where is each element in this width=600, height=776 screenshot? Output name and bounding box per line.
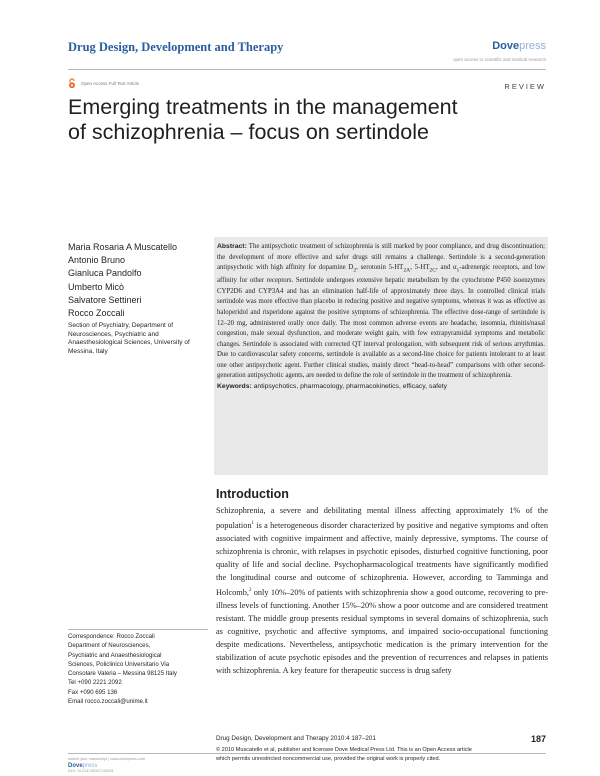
- abstract-box: [214, 237, 548, 475]
- copyright-line: © 2010 Muscatello et al, publisher and licensee Dove Medical Press Ltd. This is an Open Access article: [216, 747, 472, 753]
- abstract-text: [217, 242, 545, 382]
- section-heading-introduction: Introduction: [216, 487, 289, 501]
- abstract-fragment: The antipsychotic treatment of schizophrenia is still marked by poor compliance, and drug discontinuation; the development of more effective and safer drugs still remains a challenge. Sertindole is a second-generation antipsychotic with high affinity for dopamine D: [217, 243, 545, 272]
- abstract-subscript: 1: [456, 267, 460, 274]
- abstract-subscript: 2A: [403, 267, 411, 274]
- correspondence-line: Department of Neurosciences,: [68, 642, 151, 650]
- publisher-logo: [492, 40, 546, 52]
- intro-fragment: only 10%–20% of patients with schizophrenia show a good outcome, recovering to pre-illness levels of functioning. Another 15%–20% show a poor outcome and are considered treatment resistant. The middle group presents residual symptoms in several domains of schizophrenia, such as cognitive, psychotic and affective symptoms, and impaired socio-occupational functioning despite medications. Nevertheless, antipsychotic medication is the primary intervention for the stabilization of acute psychotic episodes and the prevention of recurrences and relapses in patients with schizophrenia. A key feature for therapeutic success is drug safety: [216, 587, 548, 676]
- keywords-label: Keywords:: [217, 383, 252, 391]
- open-access-badge: [68, 78, 139, 89]
- correspondence-email[interactable]: Email rocco.zoccali@unime.it: [68, 698, 148, 706]
- correspondence-line: Consolare Valeria – Messina 98125 Italy: [68, 670, 177, 678]
- abstract-fragment: , serotonin 5-HT: [356, 264, 404, 272]
- author-list: [68, 241, 177, 320]
- title-line-2: of schizophrenia – focus on sertindole: [68, 120, 429, 144]
- open-access-label: Open Access Full Text Article: [81, 81, 139, 86]
- header-divider: [68, 69, 546, 70]
- correspondence-line: Sciences, Policlinico Universitario Via: [68, 660, 170, 668]
- author-name: Umberto Micò: [68, 281, 125, 292]
- article-type: REVIEW: [504, 82, 546, 91]
- journal-title: Drug Design, Development and Therapy: [68, 40, 284, 54]
- footer-citation: Drug Design, Development and Therapy 2010:4 187–201: [216, 735, 376, 742]
- correspondence-line: Correspondence: Rocco Zoccali: [68, 633, 155, 640]
- intro-fragment: is a heterogeneous disorder characterized by positive and negative symptoms and often associated with cognitive impairment and affective, mainly depressive, symptoms. The course of schizophrenia is chronic, with relapses in psychotic episodes, disturbed cognitive functioning, poor quality of life and social decline. Psychopharmacological treatments have significantly modified the longitudinal course and outcome of schizophrenia. However, according to Tamminga and Holcomb,: [216, 520, 548, 597]
- author-name: Gianluca Pandolfo: [68, 268, 142, 279]
- publisher-logo-bold: Dove: [492, 40, 520, 52]
- footer-copyright: [216, 746, 516, 763]
- author-name: Salvatore Settineri: [68, 294, 142, 305]
- abstract-label: Abstract:: [217, 243, 247, 250]
- correspondence-block: [68, 632, 208, 706]
- abstract-fragment: , and α: [436, 264, 457, 272]
- abstract-subscript: 2C: [429, 267, 437, 274]
- author-name: Rocco Zoccali: [68, 308, 125, 319]
- open-access-lock-icon: [68, 78, 76, 89]
- publisher-tagline: open access to scientific and medical research: [452, 57, 546, 62]
- abstract-fragment: -adrenergic receptors, and low affinity for other receptors. Sertindole undergoes extensive hepatic metabolism by the cytochrome P450 isoenzymes CYP2D6 and CYP3A4 and has an elimination half-life of approximately three days. In controlled clinical trials sertindole was more effective than placebo in reducing positive and negative symptoms, whereas it was as effective as haloperidol and risperidone against the positive symptoms of schizophrenia. The effective dose-range of sertindole is 12–20 mg, administered orally once daily. The most common adverse events are headache, insomnia, rhinitis/nasal congestion, male sexual dysfunction, and moderate weight gain, with few extrapyramidal symptoms and metabolic changes. Sertindole is associated with corrected QT interval prolongation, with subsequent risk of serious arrythmias. Due to cardiovascular safety concerns, sertindole is available as a second-line choice for patients intolerant to at least one other antipsychotic agent. Further clinical studies, mainly direct “head-to-head” comparisons with other second-generation antipsychotic agents, are needed to define the role of sertindole in the treatment of schizophrenia.: [217, 264, 545, 380]
- footer-doi[interactable]: DOI: 10.2147/DDDT.S6201: [68, 769, 114, 773]
- author-name: Maria Rosaria A Muscatello: [68, 242, 178, 252]
- keywords-text: antipsychotics, pharmacology, pharmacokinetics, efficacy, safety: [251, 383, 448, 391]
- abstract-fragment: , 5-HT: [410, 264, 430, 272]
- intro-fragment: Schizophrenia, a severe and debilitating mental illness affecting approximately 1% of the population: [216, 506, 548, 530]
- introduction-text: [216, 504, 548, 677]
- correspondence-line: Fax +090 695 136: [68, 688, 118, 696]
- footer-submit-link[interactable]: submit your manuscript | www.dovepress.com: [68, 757, 146, 761]
- citation-ref[interactable]: 2: [248, 588, 252, 594]
- author-name: Antonio Bruno: [68, 255, 126, 266]
- footer-logo-light: press: [82, 763, 98, 769]
- abstract-subscript: 2: [353, 267, 357, 274]
- title-line-1: Emerging treatments in the management: [68, 95, 458, 119]
- page-number: 187: [530, 734, 546, 744]
- citation-ref[interactable]: 1: [251, 521, 254, 527]
- correspondence-line: Tel +090 2221 2092: [68, 679, 122, 687]
- copyright-line: which permits unrestricted noncommercial use, provided the original work is properly cited.: [216, 755, 441, 762]
- publisher-logo-light: press: [519, 40, 546, 52]
- article-title: [68, 95, 538, 145]
- correspondence-line: Psychiatric and Anaesthesiological: [68, 651, 162, 659]
- author-affiliation: Section of Psychiatry, Department of Neurosciences, Psychiatric and Anaesthesiological Sciences, University of Messina, Italy: [68, 322, 190, 355]
- correspondence-divider: [68, 629, 208, 630]
- footer-logo-bold: Dove: [68, 763, 83, 769]
- keywords: [217, 382, 545, 392]
